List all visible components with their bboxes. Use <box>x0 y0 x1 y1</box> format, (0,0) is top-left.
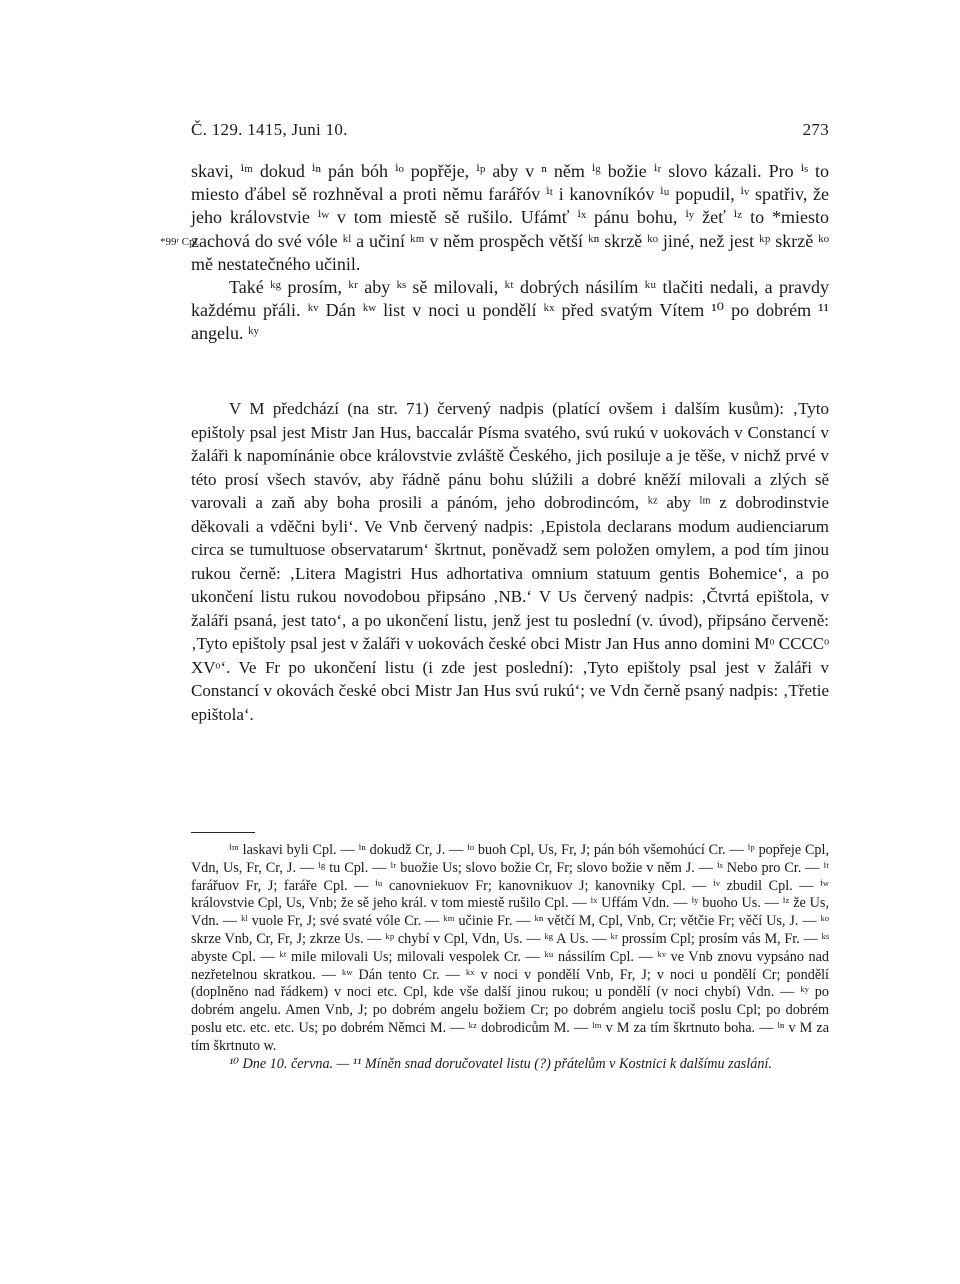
footnotes <box>191 842 829 1073</box>
letter-paragraph-1: skavi, ⁱᵐ dokud ⁱⁿ pán bóh ⁱᵒ popřěje, ⁱᵖ aby v ⁿ něm ⁱᵍ božie ⁱʳ slovo kázali. Pro ⁱˢ to miesto ďábel sě rozhněval a proti němu farářóv ⁱᵗ i kanovníkóv ⁱᵘ popudil, ⁱᵛ spatřiv, že jeho královstvie ⁱʷ v tom miestě sě rušilo. Ufámť ⁱˣ pánu bohu, ⁱʸ žeť ⁱᶻ to *miesto zachová do své vóle ᵏˡ a učiní ᵏᵐ v něm prospěch větší ᵏⁿ skrzě ᵏᵒ jiné, než jest ᵏᵖ skrzě ᵏᵒ mě nestatečného učinil. <box>191 161 829 274</box>
margin-folio-note: *99ʳ Cpl <box>160 236 198 248</box>
letter-text <box>191 160 829 346</box>
footnote-10-11: ¹⁰ Dne 10. června. — ¹¹ Míněn snad doručovatel listu (?) přátelům v Kostnici k dalšímu zaslání. <box>229 1055 772 1072</box>
editorial-note: V M předchází (na str. 71) červený nadpis (platící ovšem i dalším kusům): ‚Tyto epištoly psal jest Mistr Jan Hus, baccalár Písma svatého, svú rukú v uokovách v Constancí v žaláři k napomínánie obce královstvie zvláště Českého, jich posiluje a je těše, v nichž prvé v této prosí všech stavóv, aby řádně pánu bohu slúžili a dobré kněží milovali a zlých sě varovali a zaň aby boha prosili a pánóm, jeho dobrodincóm, ᵏᶻ aby ˡᵐ z dobrodinstvie děkovali a vděčni byli‘. Ve Vnb červený nadpis: ‚Epistola declarans modum audienciarum circa se tumultuose observatarum‘ škrtnut, poněvadž sem položen omylem, a pod tím jinou rukou černě: ‚Litera Magistri Hus adhortativa omnium statuum gentis Bohemice‘, a po ukončení listu rukou novodobou připsáno ‚NB.‘ V Us červený nadpis: ‚Čtvrtá epištola, v žaláři psaná, jest tato‘, a po ukončení listu, jenž jest tu poslední (v. úvod), připsáno červeně: ‚Tyto epištoly psal jest v žaláři v uokovách české obci Mistr Jan Hus anno domini Mᵒ CCCCᵒ XVᵒ‘. Ve Fr po ukončení listu (i zde jest poslední): ‚Tyto epištoly psal jest v žaláři v Constancí v okovách české obci Mistr Jan Hus svú rukú‘; ve Vdn černě psaný nadpis: ‚Třetie epištola‘. <box>191 399 829 724</box>
footnote-apparatus: ⁱᵐ laskavi byli Cpl. — ⁱⁿ dokudž Cr, J. — ⁱᵒ buoh Cpl, Us, Fr, J; pán bóh všemohúcí Cr. — ⁱᵖ popřeje Cpl, Vdn, Us, Fr, Cr, J. — ⁱᵍ tu Cpl. — ⁱʳ buožie Us; slovo božie Cr, Fr; slovo božie v něm J. — ⁱˢ Nebo pro Cr. — ⁱᵗ farářuov Fr, J; faráře Cpl. — ⁱᵘ canovniekuov Fr; kanovnikuov J; kanovniky Cpl. — ⁱᵛ zbudil Cpl. — ⁱʷ královstvie Cpl, Us, Vnb; že sě jeho král. v tom miestě rušilo Cpl. — ⁱˣ Uffám Vdn. — ⁱʸ buoho Us. — ⁱᶻ že Us, Vdn. — ᵏˡ vuole Fr, J; své svaté vóle Cr. — ᵏᵐ učinie Fr. — ᵏⁿ větčí M, Cpl, Vnb, Cr; větčie Fr; věčí Us, J. — ᵏᵒ skrze Vnb, Cr, Fr, J; zkrze Us. — ᵏᵖ chybí v Cpl, Vdn, Us. — ᵏᵍ A Us. — ᵏʳ prossím Cpl; prosím vás M, Fr. — ᵏˢ abyste Cpl. — ᵏᵗ mile milovali Us; milovali vespolek Cr. — ᵏᵘ nássilím Cpl. — ᵏᵛ ve Vnb znovu vypsáno nad nezřetelnou skratkou. — ᵏʷ Dán tento Cr. — ᵏˣ v noci v pondělí Vnb, Fr, J; v noci u pondělí Cr; pondělí (doplněno nad řádkem) v noci etc. Cpl, kde vše další jinou rukou; u pondělí (v noci chybí) Vdn. — ᵏʸ po dobrém angelu. Amen Vnb, J; po dobrém angelu božiem Cr; po dobrém angielu tociš poslu Cpl; po dobrém poslu etc. etc. etc. Us; po dobrém Němci M. — ᵏᶻ dobrodicům M. — ˡᵐ v M za tím škrtnuto boha. — ˡⁿ v M za tím škrtnuto w. <box>191 842 829 1054</box>
letter-paragraph-2: Také ᵏᵍ prosím, ᵏʳ aby ᵏˢ sě milovali, ᵏᵗ dobrých násilím ᵏᵘ tlačiti nedali, a pravdy každému přáli. ᵏᵛ Dán ᵏʷ list v noci u pondělí ᵏˣ před svatým Vítem ¹⁰ po dobrém ¹¹ angelu. ᵏʸ <box>191 277 829 344</box>
footnote-rule <box>191 832 255 833</box>
page-number: 273 <box>802 120 829 139</box>
running-header: Č. 129. 1415, Juni 10. <box>191 120 348 139</box>
